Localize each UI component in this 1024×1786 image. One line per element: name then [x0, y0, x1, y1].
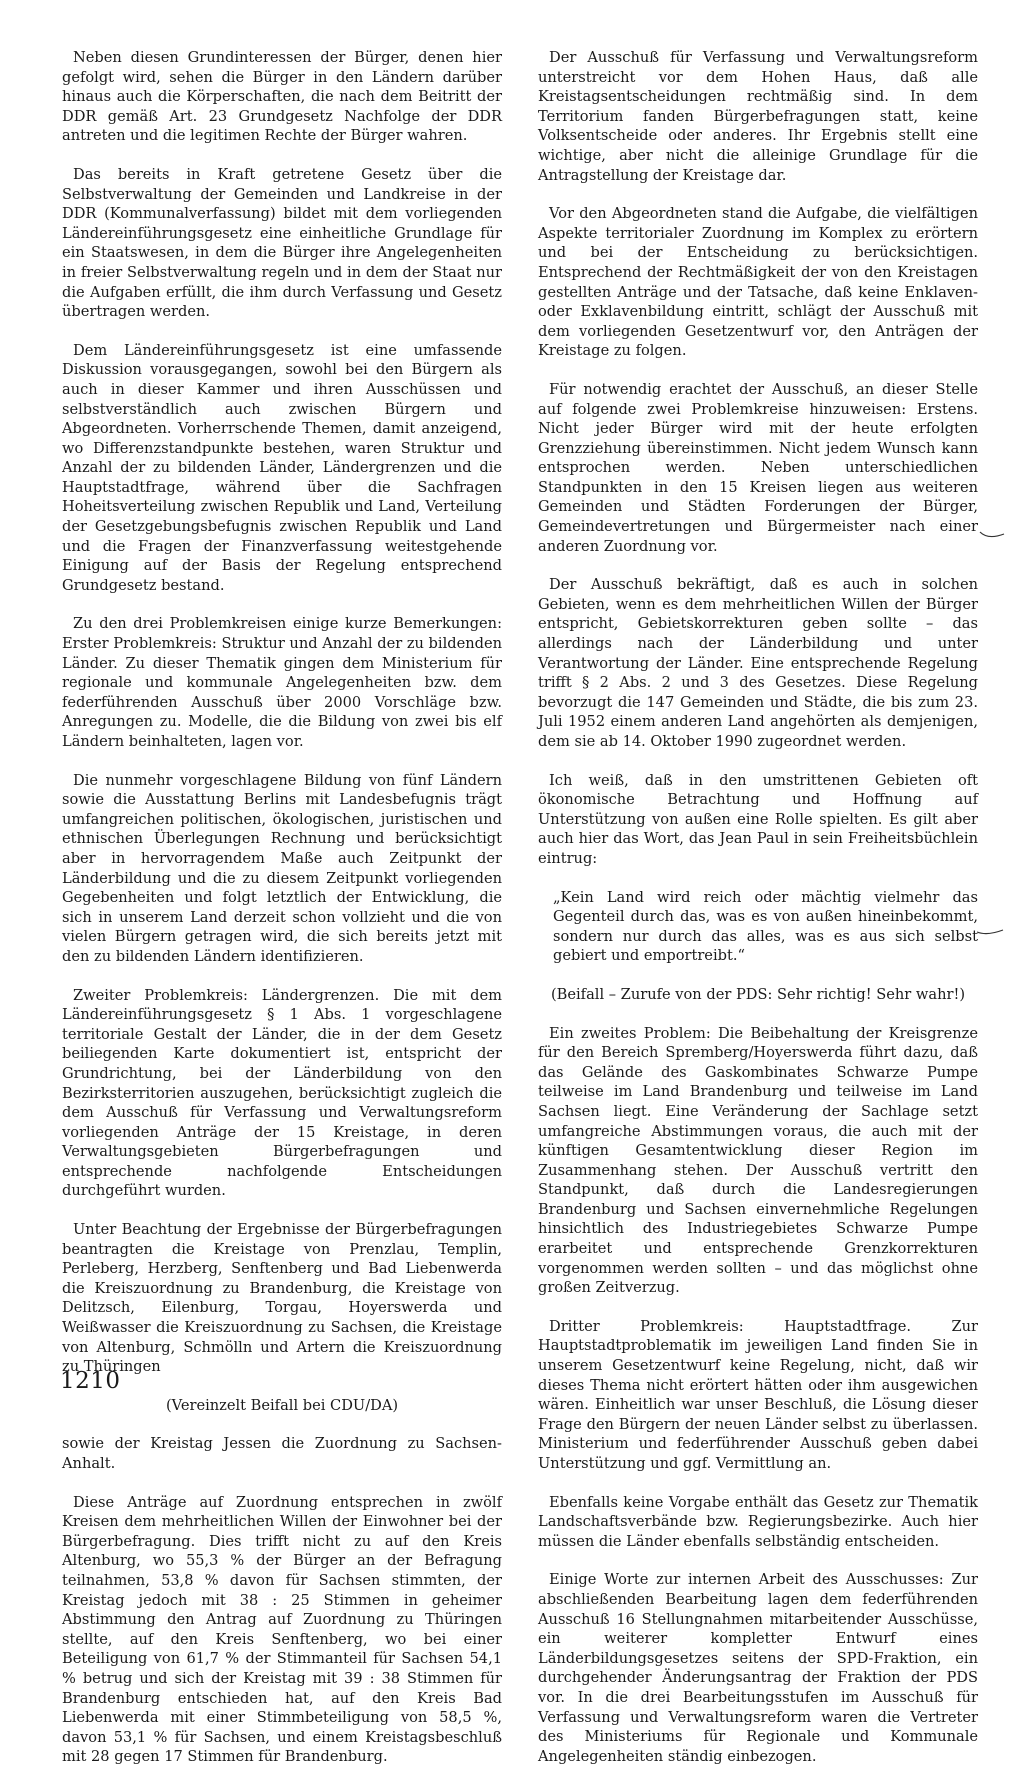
paragraph: Dem Ländereinführungsgesetz ist eine umfassende Diskussion vorausgegangen, sowohl bei den Bürgern als auch in dieser Kammer und ihren Ausschüssen und selbstverständlich auch zwischen Bürgern und Abgeordneten. Vorherrschende Themen, damit anzeigend, wo Differenzstandpunkte bestehen, waren Struktur und Anzahl der zu bildenden Länder, Ländergrenzen und die Hauptstadtfrage, während über die Sachfragen Hoheitsverteilung zwischen Republik und Land, Verteilung der Gesetzgebungsbefugnis zwischen Republik und Land und die Fragen der Finanzverfassung weitestgehende Einigung auf der Basis der Regelung entsprechend Grundgesetz bestand.: [62, 341, 502, 594]
left-column: [62, 48, 502, 1786]
paragraph: Ich weiß, daß in den umstrittenen Gebieten oft ökonomische Betrachtung und Hoffnung auf Unterstützung von außen eine Rolle spielten. Es gilt aber auch hier das Wort, das Jean Paul in sein Freiheitsbüchlein eintrug:: [538, 771, 978, 867]
paragraph: Vor den Abgeordneten stand die Aufgabe, die vielfältigen Aspekte territorialer Zuordnung im Komplex zu erörtern und bei der Entscheidung zu berücksichtigen. Entsprechend der Rechtmäßigkeit der von den Kreistagen gestellten Anträge und der Tatsache, daß keine Enklaven- oder Exklavenbildung eintritt, schlägt der Ausschuß mit dem vorliegenden Gesetzentwurf vor, den Anträgen der Kreistage zu folgen.: [538, 205, 978, 360]
paragraph: Ebenfalls keine Vorgabe enthält das Gesetz zur Thematik Landschaftsverbände bzw. Regierungsbezirke. Auch hier müssen die Länder ebenfalls selbständig entscheiden.: [538, 1493, 978, 1550]
paragraph: Einige Worte zur internen Arbeit des Ausschusses: Zur abschließenden Bearbeitung lagen dem federführenden Ausschuß 16 Stellungnahmen mitarbeitender Ausschüsse, ein weiterer kompletter Entwurf eines Länderbildungsgesetzes seitens der SPD-Fraktion, ein durchgehender Änderungsantrag der Fraktion der PDS vor. In die drei Bearbeitungsstufen im Ausschuß für Verfassung und Verwaltungsreform waren die Vertreter des Ministeriums für Regionale und Kommunale Angelegenheiten ständig einbezogen.: [538, 1571, 978, 1765]
paragraph: Für notwendig erachtet der Ausschuß, an dieser Stelle auf folgende zwei Problemkreise hinzuweisen: Erstens. Nicht jeder Bürger wird mit der heute erfolgten Grenzziehung übereinstimmen. Nicht jedem Wunsch kann entsprochen werden. Neben unterschiedlichen Standpunkten in den 15 Kreisen liegen aus weiteren Gemeinden und Städten Forderungen der Bürger, Gemeindevertretungen und Bürgermeister nach einer anderen Zuordnung vor.: [538, 380, 978, 555]
paragraph: Der Ausschuß für Verfassung und Verwaltungsreform unterstreicht vor dem Hohen Haus, daß alle Kreistagsentscheidungen rechtmäßig sind. In dem Territorium fanden Bürgerbefragungen statt, keine Volksentscheide oder anderes. Ihr Ergebnis stellt eine wichtige, aber nicht die alleinige Grundlage für die Antragstellung der Kreistage dar.: [538, 49, 978, 184]
margin-mark-icon: [975, 926, 1005, 938]
paragraph: Diese Anträge auf Zuordnung entsprechen in zwölf Kreisen dem mehrheitlichen Willen der Einwohner bei der Bürgerbefragung. Dies trifft nicht zu auf den Kreis Altenburg, wo 55,3 % der Bürger an der Befragung teilnahmen, 53,8 % davon für Sachsen stimmten, der Kreistag jedoch mit 38 : 25 Stimmen in geheimer Abstimmung den Antrag auf Zuordnung zu Thüringen stellte, auf den Kreis Senftenberg, wo bei einer Beteiligung von 61,7 % der Stimmanteil für Sachsen 54,1 % betrug und sich der Kreistag mit 39 : 38 Stimmen für Brandenburg entschieden hat, auf den Kreis Bad Liebenwerda mit einer Stimmbeteiligung von 58,5 %, davon 53,1 % für Sachsen, und einem Kreistagsbeschluß mit 28 gegen 17 Stimmen für Brandenburg.: [62, 1493, 502, 1766]
paragraph: Das bereits in Kraft getretene Gesetz über die Selbstverwaltung der Gemeinden und Landkreise in der DDR (Kommunalverfassung) bildet mit dem vorliegenden Ländereinführungsgesetz eine einheitliche Grundlage für ein Staatswesen, in dem die Bürger ihre Angelegenheiten in freier Selbstverwaltung regeln und in dem der Staat nur die Aufgaben erfüllt, die ihm durch Verfassung und Gesetz übertragen werden.: [62, 165, 502, 321]
block-quote: „Kein Land wird reich oder mächtig vielmehr das Gegenteil durch das, was es von außen hineinbekommt, sondern nur durch das alles, was es aus sich selbst gebiert und emportreibt.“: [553, 888, 978, 965]
paragraph: Neben diesen Grundinteressen der Bürger, denen hier gefolgt wird, sehen die Bürger in den Ländern darüber hinaus auch die Körperschaften, die nach dem Beitritt der DDR gemäß Art. 23 Grundgesetz Nachfolge der DDR antreten und die legitimen Rechte der Bürger wahren.: [62, 49, 502, 145]
right-column: [538, 48, 978, 1785]
interjection: (Beifall – Zurufe von der PDS: Sehr richtig! Sehr wahr!): [550, 985, 966, 1003]
paragraph: Ein zweites Problem: Die Beibehaltung der Kreisgrenze für den Bereich Spremberg/Hoyerswerda führt dazu, daß das Gelände des Gaskombinates Schwarze Pumpe teilweise im Land Brandenburg und teilweise im Land Sachsen liegt. Eine Veränderung der Sachlage setzt umfangreiche Abstimmungen voraus, die auch mit der künftigen Gesamtentwicklung dieser Region im Zusammenhang stehen. Der Ausschuß vertritt den Standpunkt, daß durch die Landesregierungen Brandenburg und Sachsen einvernehmliche Regelungen hinsichtlich des Industriegebietes Schwarze Pumpe erarbeitet und entsprechende Grenzkorrekturen vorgenommen werden sollten – und das möglichst ohne großen Zeitverzug.: [538, 1024, 978, 1297]
page-number: 1210: [60, 1368, 121, 1394]
paragraph-continuation: sowie der Kreistag Jessen die Zuordnung zu Sachsen-Anhalt.: [62, 1435, 502, 1472]
paragraph: Die nunmehr vorgeschlagene Bildung von fünf Ländern sowie die Ausstattung Berlins mit Landesbefugnis trägt umfangreichen politischen, ökologischen, juristischen und ethnischen Überlegungen Rechnung und berücksichtigt aber in hervorragendem Maße auch Zeitpunkt der Länderbildung und die zu diesem Zeitpunkt vorliegenden Gegebenheiten und folgt letztlich der Entwicklung, die sich in unserem Land derzeit schon vollzieht und die von vielen Bürgern getragen wird, die sich bereits jetzt mit den zu bildenden Ländern identifizieren.: [62, 771, 502, 965]
interjection: (Vereinzelt Beifall bei CDU/DA): [165, 1396, 399, 1414]
paragraph: Zweiter Problemkreis: Ländergrenzen. Die mit dem Ländereinführungsgesetz § 1 Abs. 1 vorgeschlagene territoriale Gestalt der Länder, die in der dem Gesetz beiliegenden Karte dokumentiert ist, entspricht der Grundrichtung, bei der Länderbildung von den Bezirksterritorien auszugehen, berücksichtigt zugleich die dem Ausschuß für Verfassung und Verwaltungsreform vorliegenden Anträge der 15 Kreistage, in deren Verwaltungsgebieten Bürgerbefragungen und entsprechende nachfolgende Entscheidungen durchgeführt wurden.: [62, 986, 502, 1200]
paragraph: Dritter Problemkreis: Hauptstadtfrage. Zur Hauptstadtproblematik im jeweiligen Land finden Sie in unserem Gesetzentwurf keine Regelung, nicht, daß wir dieses Thema nicht erörtert hätten oder ihm ausgewichen wären. Einheitlich war unser Beschluß, die Lösung dieser Frage den Bürgern der neuen Länder selbst zu überlassen. Ministerium und federführender Ausschuß geben dabei Unterstützung und ggf. Vermittlung an.: [538, 1317, 978, 1472]
paragraph: Zu den drei Problemkreisen einige kurze Bemerkungen: Erster Problemkreis: Struktur und Anzahl der zu bildenden Länder. Zu dieser Thematik gingen dem Ministerium für regionale und kommunale Angelegenheiten bzw. dem federführenden Ausschuß über 2000 Vorschläge bzw. Anregungen zu. Modelle, die die Bildung von zwei bis elf Ländern beinhalteten, lagen vor.: [62, 615, 502, 750]
paragraph: Unter Beachtung der Ergebnisse der Bürgerbefragungen beantragten die Kreistage von Prenzlau, Templin, Perleberg, Herzberg, Senftenberg und Bad Liebenwerda die Kreiszuordnung zu Brandenburg, die Kreistage von Delitzsch, Eilenburg, Torgau, Hoyerswerda und Weißwasser die Kreiszuordnung zu Sachsen, die Kreistage von Altenburg, Schmölln und Artern die Kreiszuordnung zu Thüringen: [62, 1221, 502, 1376]
margin-mark-icon: [978, 528, 1008, 540]
paragraph: Der Ausschuß bekräftigt, daß es auch in solchen Gebieten, wenn es dem mehrheitlichen Willen der Bürger entspricht, Gebietskorrekturen geben sollte – das allerdings nach der Länderbildung und unter Verantwortung der Länder. Eine entsprechende Regelung trifft § 2 Abs. 2 und 3 des Gesetzes. Diese Regelung bevorzugt die 147 Gemeinden und Städte, die bis zum 23. Juli 1952 einem anderen Land angehörten als demjenigen, dem sie ab 14. Oktober 1990 zugeordnet werden.: [538, 576, 978, 750]
